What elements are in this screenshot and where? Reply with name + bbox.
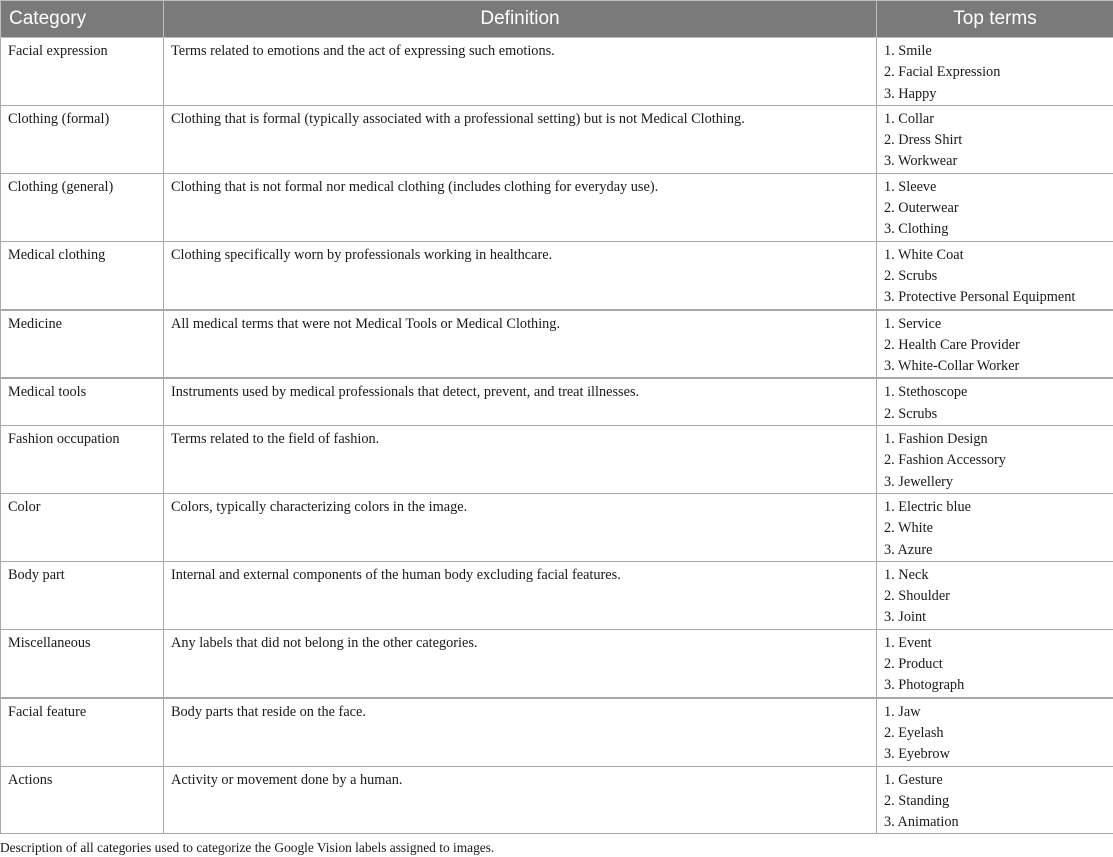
column-header-category: Category <box>1 1 164 38</box>
top-term-item: 1. Neck <box>884 566 929 583</box>
category-cell: Facial feature <box>1 698 164 766</box>
definition-cell: Terms related to emotions and the act of expressing such emotions. <box>164 38 877 106</box>
table-row <box>1 698 1113 766</box>
top-term-item: 1. Fashion Design <box>884 431 988 448</box>
top-terms-list <box>884 702 1106 766</box>
category-cell: Miscellaneous <box>1 629 164 697</box>
table-body <box>1 38 1113 834</box>
definition-cell: Internal and external components of the human body excluding facial features. <box>164 561 877 629</box>
definition-cell: All medical terms that were not Medical Tools or Medical Clothing. <box>164 310 877 379</box>
top-term-item: 2. Shoulder <box>884 588 950 605</box>
definition-cell: Clothing that is not formal nor medical clothing (includes clothing for everyday use). <box>164 173 877 241</box>
table-row <box>1 766 1113 834</box>
top-term-item: 2. Product <box>884 656 943 673</box>
table-row <box>1 561 1113 629</box>
table-row <box>1 378 1113 425</box>
top-terms-cell <box>877 561 1113 629</box>
top-term-item: 3. Jewellery <box>884 473 954 490</box>
top-term-item: 1. Sleeve <box>884 178 937 195</box>
top-term-item: 3. Workwear <box>884 153 958 170</box>
top-term-item: 3. Photograph <box>884 677 965 694</box>
category-cell: Medical clothing <box>1 241 164 309</box>
top-term-item: 2. Fashion Accessory <box>884 452 1006 469</box>
column-header-definition: Definition <box>164 1 877 38</box>
top-term-item: 3. White-Collar Worker <box>884 358 1020 375</box>
category-cell: Body part <box>1 561 164 629</box>
top-term-item: 1. Stethoscope <box>884 384 968 401</box>
top-term-item: 3. Clothing <box>884 221 949 238</box>
top-terms-cell <box>877 493 1113 561</box>
table-row <box>1 173 1113 241</box>
top-terms-cell <box>877 310 1113 379</box>
top-terms-cell <box>877 241 1113 309</box>
table-row <box>1 38 1113 106</box>
top-term-item: 3. Eyebrow <box>884 746 950 763</box>
top-term-item: 1. Event <box>884 634 932 651</box>
category-cell: Clothing (general) <box>1 173 164 241</box>
top-terms-cell <box>877 378 1113 425</box>
table-row <box>1 629 1113 697</box>
top-term-item: 2. Standing <box>884 792 950 809</box>
category-cell: Facial expression <box>1 38 164 106</box>
top-terms-cell <box>877 426 1113 494</box>
table-header-row <box>1 1 1113 38</box>
definition-cell: Body parts that reside on the face. <box>164 698 877 766</box>
top-terms-list <box>884 497 1106 561</box>
top-term-item: 2. Scrubs <box>884 267 938 284</box>
top-term-item: 1. Jaw <box>884 703 921 720</box>
definition-cell: Terms related to the field of fashion. <box>164 426 877 494</box>
definition-cell: Clothing that is formal (typically associated with a professional setting) but is not Medical Clothing. <box>164 105 877 173</box>
table-row <box>1 310 1113 379</box>
top-terms-list <box>884 770 1106 834</box>
top-term-item: 2. Facial Expression <box>884 64 1001 81</box>
top-term-item: 1. Service <box>884 315 942 332</box>
top-terms-list <box>884 314 1106 378</box>
top-terms-list <box>884 177 1106 241</box>
category-cell: Clothing (formal) <box>1 105 164 173</box>
definition-cell: Any labels that did not belong in the other categories. <box>164 629 877 697</box>
top-terms-list <box>884 109 1106 173</box>
column-header-top-terms: Top terms <box>877 1 1113 38</box>
top-terms-list <box>884 382 1106 425</box>
definition-cell: Colors, typically characterizing colors in the image. <box>164 493 877 561</box>
category-cell: Medical tools <box>1 378 164 425</box>
top-term-item: 3. Protective Personal Equipment <box>884 289 1076 306</box>
top-terms-cell <box>877 38 1113 106</box>
table-caption: Description of all categories used to categorize the Google Vision labels assigned to images. <box>0 840 495 855</box>
top-term-item: 1. White Coat <box>884 246 964 263</box>
top-term-item: 1. Smile <box>884 43 932 59</box>
top-term-item: 2. Scrubs <box>884 405 938 422</box>
category-cell: Color <box>1 493 164 561</box>
top-terms-list <box>884 633 1106 697</box>
table-row <box>1 241 1113 309</box>
top-term-item: 2. White <box>884 520 933 537</box>
category-cell: Fashion occupation <box>1 426 164 494</box>
top-term-item: 1. Gesture <box>884 771 943 788</box>
top-term-item: 2. Eyelash <box>884 724 944 741</box>
top-term-item: 2. Health Care Provider <box>884 336 1020 353</box>
top-terms-cell <box>877 698 1113 766</box>
definition-cell: Instruments used by medical professionals that detect, prevent, and treat illnesses. <box>164 378 877 425</box>
top-terms-list <box>884 429 1106 493</box>
top-term-item: 3. Joint <box>884 609 927 626</box>
category-cell: Medicine <box>1 310 164 379</box>
top-terms-cell <box>877 173 1113 241</box>
definition-cell: Activity or movement done by a human. <box>164 766 877 834</box>
table-row <box>1 493 1113 561</box>
top-term-item: 3. Animation <box>884 814 959 831</box>
top-term-item: 2. Outerwear <box>884 200 959 217</box>
table-row <box>1 426 1113 494</box>
definition-cell: Clothing specifically worn by professionals working in healthcare. <box>164 241 877 309</box>
top-term-item: 3. Azure <box>884 541 933 558</box>
table-row <box>1 105 1113 173</box>
top-terms-cell <box>877 629 1113 697</box>
top-term-item: 1. Electric blue <box>884 498 971 515</box>
top-terms-cell <box>877 105 1113 173</box>
top-terms-list <box>884 565 1106 629</box>
top-terms-cell <box>877 766 1113 834</box>
top-term-item: 2. Dress Shirt <box>884 132 963 149</box>
top-term-item: 3. Happy <box>884 85 937 102</box>
top-terms-list <box>884 245 1106 309</box>
category-cell: Actions <box>1 766 164 834</box>
top-terms-list <box>884 41 1106 105</box>
top-term-item: 1. Collar <box>884 110 935 127</box>
